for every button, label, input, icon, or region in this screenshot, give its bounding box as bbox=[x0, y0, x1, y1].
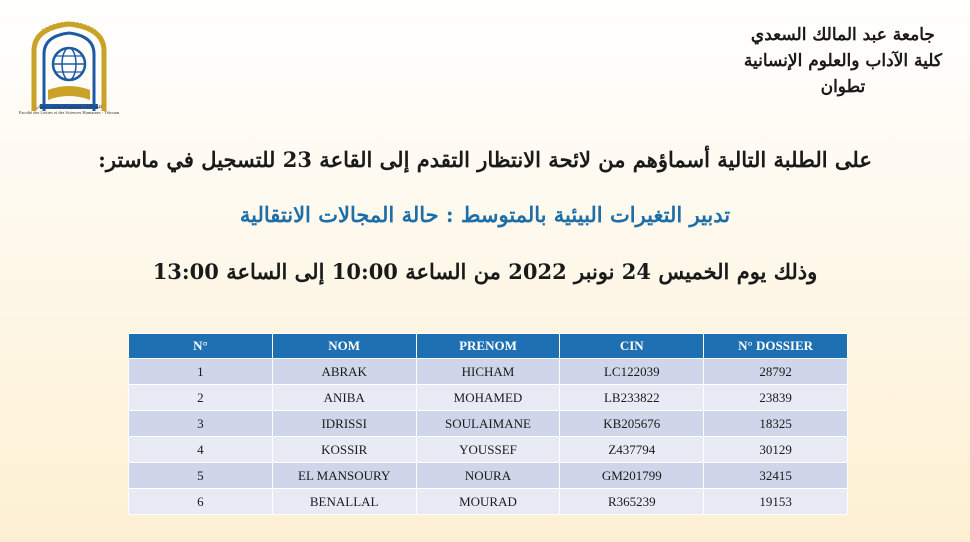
cell-nom: IDRISSI bbox=[272, 411, 416, 437]
cell-number: 6 bbox=[129, 489, 273, 515]
cell-prenom: SOULAIMANE bbox=[416, 411, 560, 437]
cell-number: 2 bbox=[129, 385, 273, 411]
table-row bbox=[129, 489, 848, 515]
table-row bbox=[129, 411, 848, 437]
cell-cin: Z437794 bbox=[560, 437, 704, 463]
cell-dossier: 23839 bbox=[704, 385, 848, 411]
cell-nom: ABRAK bbox=[272, 359, 416, 385]
cell-prenom: MOHAMED bbox=[416, 385, 560, 411]
cell-cin: GM201799 bbox=[560, 463, 704, 489]
cell-dossier: 30129 bbox=[704, 437, 848, 463]
master-title: تدبير التغيرات البيئية بالمتوسط : حالة المجالات الانتقالية bbox=[239, 202, 731, 227]
cell-dossier: 18325 bbox=[704, 411, 848, 437]
cell-prenom: YOUSSEF bbox=[416, 437, 560, 463]
cell-dossier: 19153 bbox=[704, 489, 848, 515]
logo-caption-arabic: كلية الآداب والعلوم الإنسانية - تطوان bbox=[35, 104, 103, 109]
cell-number: 4 bbox=[129, 437, 273, 463]
cell-nom: ANIBA bbox=[272, 385, 416, 411]
logo-caption bbox=[6, 104, 132, 116]
schedule-text: وذلك يوم الخميس 24 نونبر 2022 من الساعة 10:00 إلى الساعة 13:00 bbox=[152, 259, 818, 284]
header-cin: CIN bbox=[560, 334, 704, 359]
cell-nom: KOSSIR bbox=[272, 437, 416, 463]
students-table bbox=[128, 333, 848, 515]
header-nom: NOM bbox=[272, 334, 416, 359]
cell-dossier: 32415 bbox=[704, 463, 848, 489]
cell-prenom: NOURA bbox=[416, 463, 560, 489]
cell-number: 1 bbox=[129, 359, 273, 385]
cell-dossier: 28792 bbox=[704, 359, 848, 385]
cell-cin: R365239 bbox=[560, 489, 704, 515]
university-name: جامعة عبد المالك السعدي bbox=[750, 25, 935, 45]
header-number: N° bbox=[129, 334, 273, 359]
table-row bbox=[129, 463, 848, 489]
header-dossier: N° DOSSIER bbox=[704, 334, 848, 359]
cell-cin: KB205676 bbox=[560, 411, 704, 437]
cell-number: 5 bbox=[129, 463, 273, 489]
cell-number: 3 bbox=[129, 411, 273, 437]
table-row bbox=[129, 385, 848, 411]
cell-nom: BENALLAL bbox=[272, 489, 416, 515]
faculty-name: كلية الآداب والعلوم الإنسانية bbox=[743, 51, 942, 71]
header-prenom: PRENOM bbox=[416, 334, 560, 359]
cell-cin: LB233822 bbox=[560, 385, 704, 411]
cell-nom: EL MANSOURY bbox=[272, 463, 416, 489]
announcement-text: على الطلبة التالية أسماؤهم من لائحة الانتظار التقدم إلى القاعة 23 للتسجيل في ماستر: bbox=[98, 147, 872, 172]
cell-prenom: HICHAM bbox=[416, 359, 560, 385]
city-name: تطوان bbox=[820, 77, 866, 97]
cell-cin: LC122039 bbox=[560, 359, 704, 385]
table-row bbox=[129, 437, 848, 463]
logo-caption-french: Faculté des Lettres et des Sciences Humaines - Tétouan bbox=[18, 110, 120, 115]
institution-header bbox=[744, 22, 942, 100]
cell-prenom: MOURAD bbox=[416, 489, 560, 515]
table-row bbox=[129, 359, 848, 385]
table-header-row bbox=[129, 334, 848, 359]
